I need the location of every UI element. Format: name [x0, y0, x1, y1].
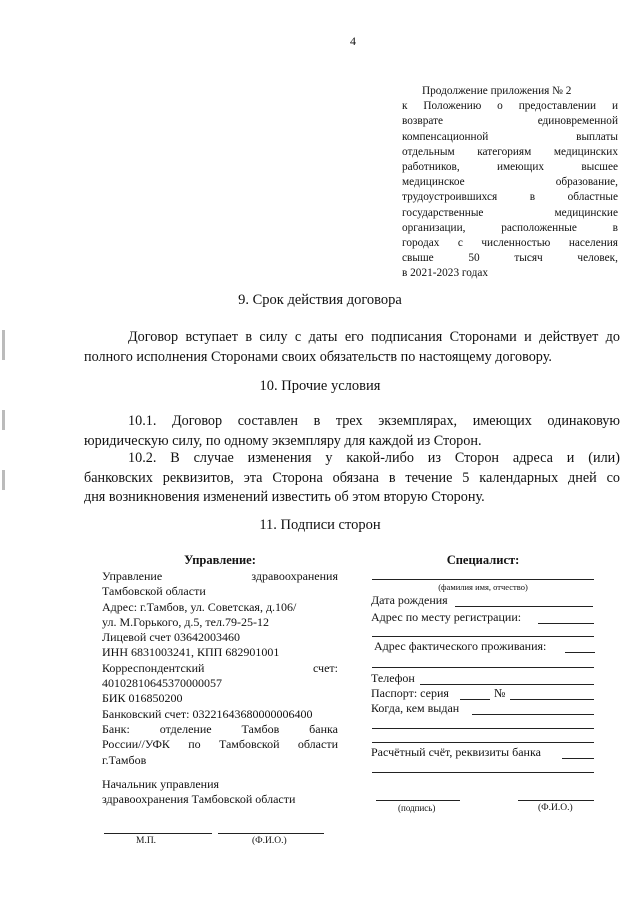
text-line: 10.2. В случае изменения у какой-либо из Сторон адреса и (или)	[128, 450, 620, 466]
bank-account-label: Расчётный счёт, реквизиты банка	[371, 745, 541, 759]
detail-line: ул. М.Горького, д.5, тел.79-25-12	[102, 614, 269, 629]
detail-line: Лицевой счет 03642003460	[102, 630, 241, 645]
phone-line	[420, 684, 594, 685]
issued-line-2	[372, 728, 594, 729]
left-signatory-position	[102, 777, 338, 808]
detail-line: Корреспондентский счет:	[102, 660, 338, 675]
issued-label: Когда, кем выдан	[371, 701, 460, 715]
section-10-heading: 10. Прочие условия	[259, 378, 381, 394]
scan-margin-mark	[2, 470, 5, 490]
appendix-line: государственные медицинские	[402, 206, 618, 219]
passport-series-line	[460, 699, 490, 700]
specialist-signature-line	[376, 800, 460, 801]
text-line: юридическую силу, по одному экземпляру для каждой из Сторон.	[84, 432, 482, 449]
section-11-heading: 11. Подписи сторон	[259, 517, 381, 533]
fact-address-line	[565, 652, 595, 653]
appendix-line: отдельным категориям медицинских	[402, 145, 618, 158]
signature-caption: (подпись)	[398, 803, 436, 813]
detail-line: г.Тамбов	[102, 752, 147, 767]
birth-date-line	[455, 606, 593, 607]
appendix-line: возврате единовременной	[402, 115, 618, 128]
right-party-title: Специалист:	[446, 553, 520, 567]
left-party-title: Управление:	[184, 553, 256, 567]
scan-margin-mark	[2, 330, 5, 360]
name-caption: (фамилия имя, отчество)	[438, 582, 528, 592]
appendix-line: медицинское образование,	[402, 176, 618, 189]
detail-line: 40102810645370000057	[102, 676, 222, 691]
section-10-2-text	[84, 449, 620, 508]
detail-line: Управление здравоохранения	[102, 569, 338, 583]
left-party-details	[102, 569, 338, 768]
position-line: здравоохранения Тамбовской области	[102, 792, 296, 807]
position-line: Начальник управления	[102, 777, 220, 791]
detail-line: Адрес: г.Тамбов, ул. Советская, д.106/	[102, 599, 297, 614]
detail-line: БИК 016850200	[102, 691, 183, 706]
stamp-label: М.П.	[136, 836, 157, 846]
text-line: 10.1. Договор составлен в трех экземплярах, имеющих одинаковую	[128, 413, 620, 429]
appendix-line: компенсационной выплаты	[402, 130, 618, 143]
fact-address-label: Адрес фактического проживания:	[374, 639, 547, 653]
issued-line-3	[372, 742, 594, 743]
name-line	[372, 579, 594, 580]
fact-address-line-2	[372, 667, 594, 668]
section-9-heading: 9. Срок действия договора	[238, 292, 402, 308]
detail-line: Тамбовской области	[102, 584, 206, 599]
detail-line: Банк: отделение Тамбов банка	[102, 721, 338, 736]
text-line: Договор вступает в силу с даты его подписания Сторонами и действует до	[128, 329, 620, 345]
section-9-text	[84, 328, 620, 367]
appendix-line: организации, расположенные в	[402, 221, 618, 234]
reg-address-label: Адрес по месту регистрации:	[371, 610, 522, 624]
reg-address-line-2	[372, 636, 594, 637]
text-line: полного исполнения Сторонами своих обязательств по настоящему договору.	[84, 348, 552, 365]
fio-signature-line	[218, 833, 324, 834]
appendix-line: работников, имеющих высшее	[402, 161, 618, 174]
bank-account-line	[562, 758, 594, 759]
phone-label: Телефон	[371, 671, 415, 685]
birth-date-label: Дата рождения	[371, 593, 448, 607]
appendix-line: городах с численностью населения	[402, 237, 618, 250]
detail-line: Банковский счет: 03221643680000006400	[102, 706, 313, 721]
page-number: 4	[350, 34, 356, 48]
passport-series-label: Паспорт: серия	[371, 686, 449, 700]
text-line: дня возникновения изменений известить об этом вторую Сторону.	[84, 489, 485, 505]
appendix-line: трудоустроившихся в областные	[402, 191, 618, 204]
fio-caption: (Ф.И.О.)	[538, 803, 573, 813]
appendix-line: в 2021-2023 годах	[402, 267, 489, 280]
appendix-line: свыше 50 тысяч человек,	[402, 252, 618, 265]
text-line: банковских реквизитов, эта Сторона обязана в течение 5 календарных дней со	[84, 469, 620, 486]
issued-line	[472, 714, 594, 715]
reg-address-line	[538, 623, 594, 624]
appendix-line: к Положению о предоставлении и	[402, 100, 618, 113]
appendix-header	[402, 84, 618, 282]
appendix-line: Продолжение приложения № 2	[422, 85, 572, 97]
stamp-signature-line	[104, 833, 212, 834]
specialist-fio-line	[518, 800, 594, 801]
bank-account-line-2	[372, 772, 594, 773]
detail-line: России//УФК по Тамбовской области	[102, 737, 338, 752]
detail-line: ИНН 6831003241, КПП 682901001	[102, 645, 280, 660]
section-10-1-text	[84, 412, 620, 451]
passport-number-label: №	[494, 686, 506, 700]
scan-margin-mark	[2, 410, 5, 430]
passport-number-line	[510, 699, 594, 700]
fio-label: (Ф.И.О.)	[252, 836, 287, 846]
